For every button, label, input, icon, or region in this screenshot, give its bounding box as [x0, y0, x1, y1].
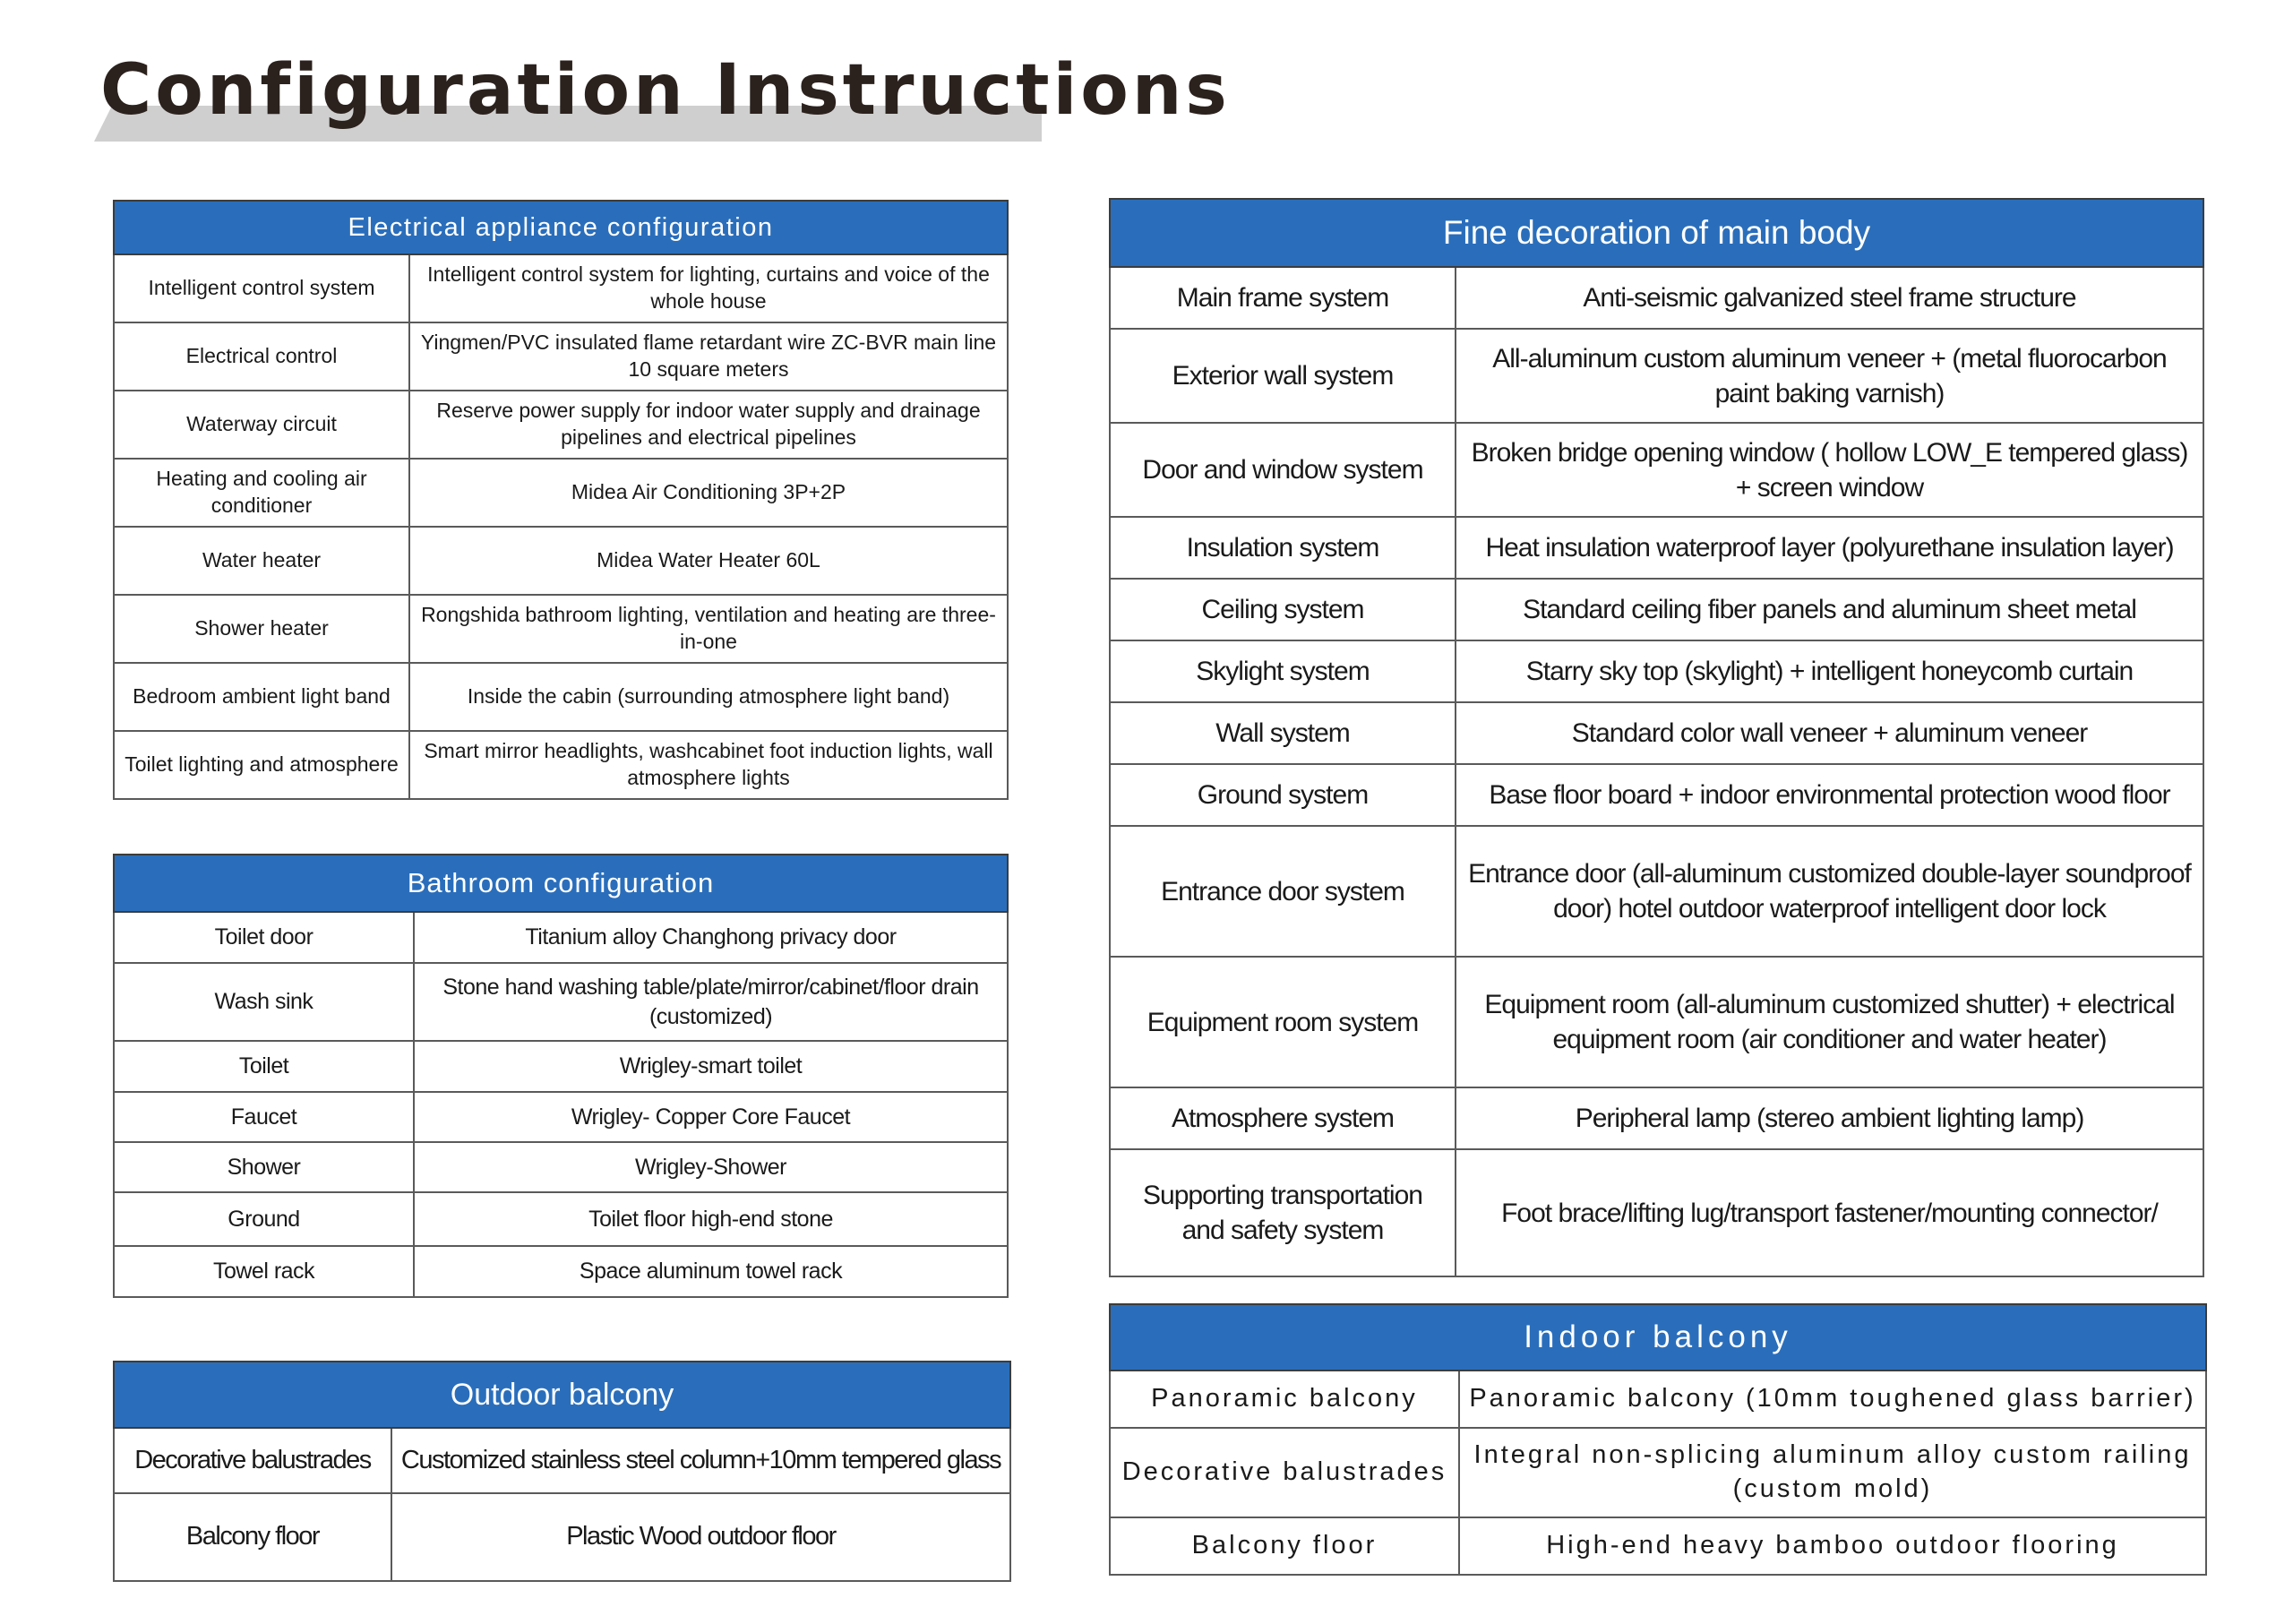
row-detail: Wrigley-smart toilet [414, 1041, 1008, 1092]
row-item: Toilet lighting and atmosphere [114, 731, 409, 799]
row-item: Toilet door [114, 912, 414, 963]
row-item: Intelligent control system [114, 254, 409, 322]
table-row [1110, 1428, 2206, 1517]
row-item: Decorative balustrades [1110, 1428, 1459, 1517]
row-item: Balcony floor [1110, 1517, 1459, 1575]
row-detail: Reserve power supply for indoor water supply and drainage pipelines and electrical pipelines [409, 391, 1008, 459]
row-item: Skylight system [1110, 640, 1456, 702]
table-row [114, 1142, 1008, 1192]
row-item: Water heater [114, 527, 409, 595]
row-detail: Broken bridge opening window ( hollow LOW_E tempered glass) + screen window [1456, 423, 2203, 517]
table-row [114, 254, 1008, 322]
row-item: Equipment room system [1110, 957, 1456, 1087]
bathroom-config-table [113, 854, 1009, 1298]
table-row [1110, 329, 2203, 423]
table-row [1110, 702, 2203, 764]
row-detail: Standard color wall veneer + aluminum veneer [1456, 702, 2203, 764]
row-item: Decorative balustrades [114, 1428, 391, 1493]
row-item: Balcony floor [114, 1493, 391, 1581]
table-header: Bathroom configuration [114, 855, 1008, 912]
table-row [114, 663, 1008, 731]
row-item: Insulation system [1110, 517, 1456, 579]
row-detail: Starry sky top (skylight) + intelligent honeycomb curtain [1456, 640, 2203, 702]
row-detail: Plastic Wood outdoor floor [391, 1493, 1010, 1581]
row-detail: Base floor board + indoor environmental protection wood floor [1456, 764, 2203, 826]
row-detail: Peripheral lamp (stereo ambient lighting lamp) [1456, 1087, 2203, 1149]
table-row [114, 1192, 1008, 1246]
row-item: Towel rack [114, 1246, 414, 1297]
table-row [114, 391, 1008, 459]
row-item: Main frame system [1110, 267, 1456, 329]
row-detail: Toilet floor high-end stone [414, 1192, 1008, 1246]
table-row [114, 1041, 1008, 1092]
row-detail: Foot brace/lifting lug/transport fastener/mounting connector/ [1456, 1149, 2203, 1276]
row-detail: Titanium alloy Changhong privacy door [414, 912, 1008, 963]
row-item: Faucet [114, 1092, 414, 1142]
table-row [114, 459, 1008, 527]
row-detail: Integral non-splicing aluminum alloy custom railing (custom mold) [1459, 1428, 2206, 1517]
row-detail: Yingmen/PVC insulated flame retardant wire ZC-BVR main line 10 square meters [409, 322, 1008, 391]
row-detail: Wrigley-Shower [414, 1142, 1008, 1192]
table-row [114, 963, 1008, 1041]
table-header: Fine decoration of main body [1110, 199, 2203, 267]
row-item: Ground system [1110, 764, 1456, 826]
row-item: Waterway circuit [114, 391, 409, 459]
table-row [1110, 579, 2203, 640]
row-item: Exterior wall system [1110, 329, 1456, 423]
indoor-balcony-table [1109, 1303, 2207, 1576]
fine-decoration-table [1109, 198, 2204, 1277]
row-detail: Standard ceiling fiber panels and aluminum sheet metal [1456, 579, 2203, 640]
table-row [114, 527, 1008, 595]
table-row [1110, 640, 2203, 702]
table-header: Outdoor balcony [114, 1362, 1010, 1428]
table-row [114, 595, 1008, 663]
table-row [114, 731, 1008, 799]
row-detail: Entrance door (all-aluminum customized double-layer soundproof door) hotel outdoor waterproof intelligent door lock [1456, 826, 2203, 957]
table-row [1110, 764, 2203, 826]
row-item: Electrical control [114, 322, 409, 391]
table-row [114, 1246, 1008, 1297]
row-item: Wall system [1110, 702, 1456, 764]
table-row [1110, 826, 2203, 957]
row-detail: Equipment room (all-aluminum customized shutter) + electrical equipment room (air conditioner and water heater) [1456, 957, 2203, 1087]
row-item: Ground [114, 1192, 414, 1246]
row-detail: All-aluminum custom aluminum veneer + (metal fluorocarbon paint baking varnish) [1456, 329, 2203, 423]
row-item: Wash sink [114, 963, 414, 1041]
table-row [1110, 1517, 2206, 1575]
outdoor-balcony-table [113, 1361, 1011, 1582]
row-detail: Midea Air Conditioning 3P+2P [409, 459, 1008, 527]
table-row [1110, 267, 2203, 329]
row-item: Entrance door system [1110, 826, 1456, 957]
row-detail: Stone hand washing table/plate/mirror/cabinet/floor drain (customized) [414, 963, 1008, 1041]
row-detail: Heat insulation waterproof layer (polyurethane insulation layer) [1456, 517, 2203, 579]
row-item: Supporting transportation and safety system [1110, 1149, 1456, 1276]
row-item: Ceiling system [1110, 579, 1456, 640]
row-item: Panoramic balcony [1110, 1371, 1459, 1428]
table-row [1110, 1371, 2206, 1428]
row-item: Heating and cooling air conditioner [114, 459, 409, 527]
row-detail: Space aluminum towel rack [414, 1246, 1008, 1297]
row-detail: Intelligent control system for lighting, curtains and voice of the whole house [409, 254, 1008, 322]
table-row [114, 1493, 1010, 1581]
electrical-config-table [113, 200, 1009, 800]
row-item: Atmosphere system [1110, 1087, 1456, 1149]
row-item: Bedroom ambient light band [114, 663, 409, 731]
table-row [114, 1092, 1008, 1142]
row-item: Shower heater [114, 595, 409, 663]
row-detail: High-end heavy bamboo outdoor flooring [1459, 1517, 2206, 1575]
row-detail: Rongshida bathroom lighting, ventilation and heating are three-in-one [409, 595, 1008, 663]
row-detail: Smart mirror headlights, washcabinet foot induction lights, wall atmosphere lights [409, 731, 1008, 799]
page-title: Configuration Instructions [100, 50, 1231, 131]
row-detail: Midea Water Heater 60L [409, 527, 1008, 595]
row-detail: Customized stainless steel column+10mm tempered glass [391, 1428, 1010, 1493]
table-row [114, 912, 1008, 963]
table-header: Indoor balcony [1110, 1304, 2206, 1371]
table-header: Electrical appliance configuration [114, 201, 1008, 254]
row-detail: Panoramic balcony (10mm toughened glass barrier) [1459, 1371, 2206, 1428]
table-row [1110, 1087, 2203, 1149]
table-row [1110, 423, 2203, 517]
table-row [114, 1428, 1010, 1493]
row-item: Toilet [114, 1041, 414, 1092]
row-detail: Anti-seismic galvanized steel frame structure [1456, 267, 2203, 329]
row-item: Door and window system [1110, 423, 1456, 517]
table-row [114, 322, 1008, 391]
table-row [1110, 517, 2203, 579]
row-detail: Inside the cabin (surrounding atmosphere light band) [409, 663, 1008, 731]
table-row [1110, 1149, 2203, 1276]
table-row [1110, 957, 2203, 1087]
row-item: Shower [114, 1142, 414, 1192]
row-detail: Wrigley- Copper Core Faucet [414, 1092, 1008, 1142]
